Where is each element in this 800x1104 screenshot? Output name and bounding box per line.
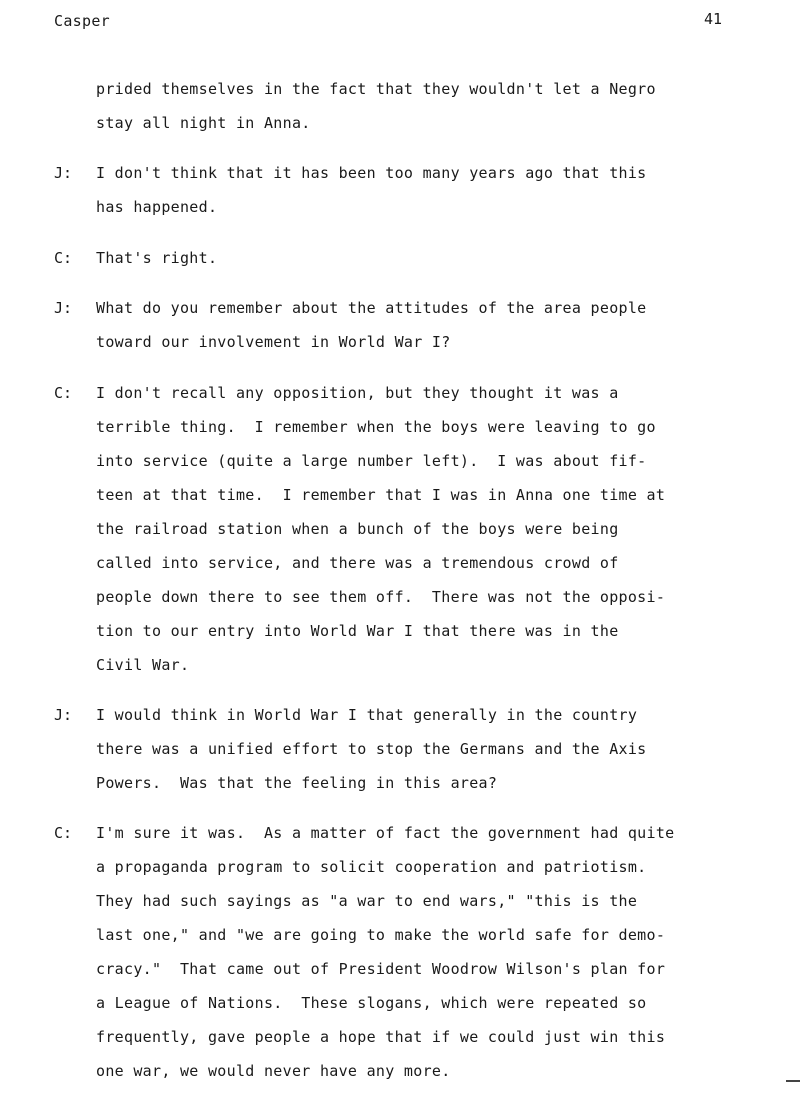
transcript-line: a propaganda program to solicit cooperation and patriotism. xyxy=(96,858,647,876)
transcript-line: called into service, and there was a tremendous crowd of xyxy=(96,554,619,572)
transcript-line: Powers. Was that the feeling in this area? xyxy=(96,774,498,792)
interviewee-name: Casper xyxy=(54,12,110,30)
transcript-line: I don't think that it has been too many years ago that this xyxy=(96,164,647,182)
speaker-label: J: xyxy=(54,164,73,182)
transcript-line: That's right. xyxy=(96,249,218,267)
transcript-line: last one," and "we are going to make the world safe for demo- xyxy=(96,926,666,944)
speaker-label: C: xyxy=(54,824,73,842)
transcript-line: a League of Nations. These slogans, which were repeated so xyxy=(96,994,647,1012)
page-edge-mark xyxy=(786,1080,800,1082)
transcript-line: frequently, gave people a hope that if we could just win this xyxy=(96,1028,666,1046)
transcript-line: I'm sure it was. As a matter of fact the government had quite xyxy=(96,824,675,842)
transcript-line: people down there to see them off. There was not the opposi- xyxy=(96,588,666,606)
transcript-line: into service (quite a large number left). I was about fif- xyxy=(96,452,647,470)
transcript-line: toward our involvement in World War I? xyxy=(96,333,451,351)
speaker-label: J: xyxy=(54,706,73,724)
transcript-line: What do you remember about the attitudes of the area people xyxy=(96,299,647,317)
transcript-line: terrible thing. I remember when the boys were leaving to go xyxy=(96,418,656,436)
speaker-label: C: xyxy=(54,249,73,267)
transcript-line: They had such sayings as "a war to end wars," "this is the xyxy=(96,892,638,910)
transcript-line: there was a unified effort to stop the Germans and the Axis xyxy=(96,740,647,758)
transcript-line: prided themselves in the fact that they wouldn't let a Negro xyxy=(96,80,656,98)
transcript-line: one war, we would never have any more. xyxy=(96,1062,451,1080)
speaker-label: C: xyxy=(54,384,73,402)
transcript-line: I would think in World War I that generally in the country xyxy=(96,706,638,724)
transcript-line: I don't recall any opposition, but they thought it was a xyxy=(96,384,619,402)
speaker-label: J: xyxy=(54,299,73,317)
transcript-line: cracy." That came out of President Woodrow Wilson's plan for xyxy=(96,960,666,978)
page-number: 41 xyxy=(704,10,723,28)
transcript-line: teen at that time. I remember that I was in Anna one time at xyxy=(96,486,666,504)
transcript-line: the railroad station when a bunch of the boys were being xyxy=(96,520,619,538)
transcript-line: stay all night in Anna. xyxy=(96,114,311,132)
transcript-line: has happened. xyxy=(96,198,218,216)
transcript-line: tion to our entry into World War I that there was in the xyxy=(96,622,619,640)
transcript-line: Civil War. xyxy=(96,656,190,674)
